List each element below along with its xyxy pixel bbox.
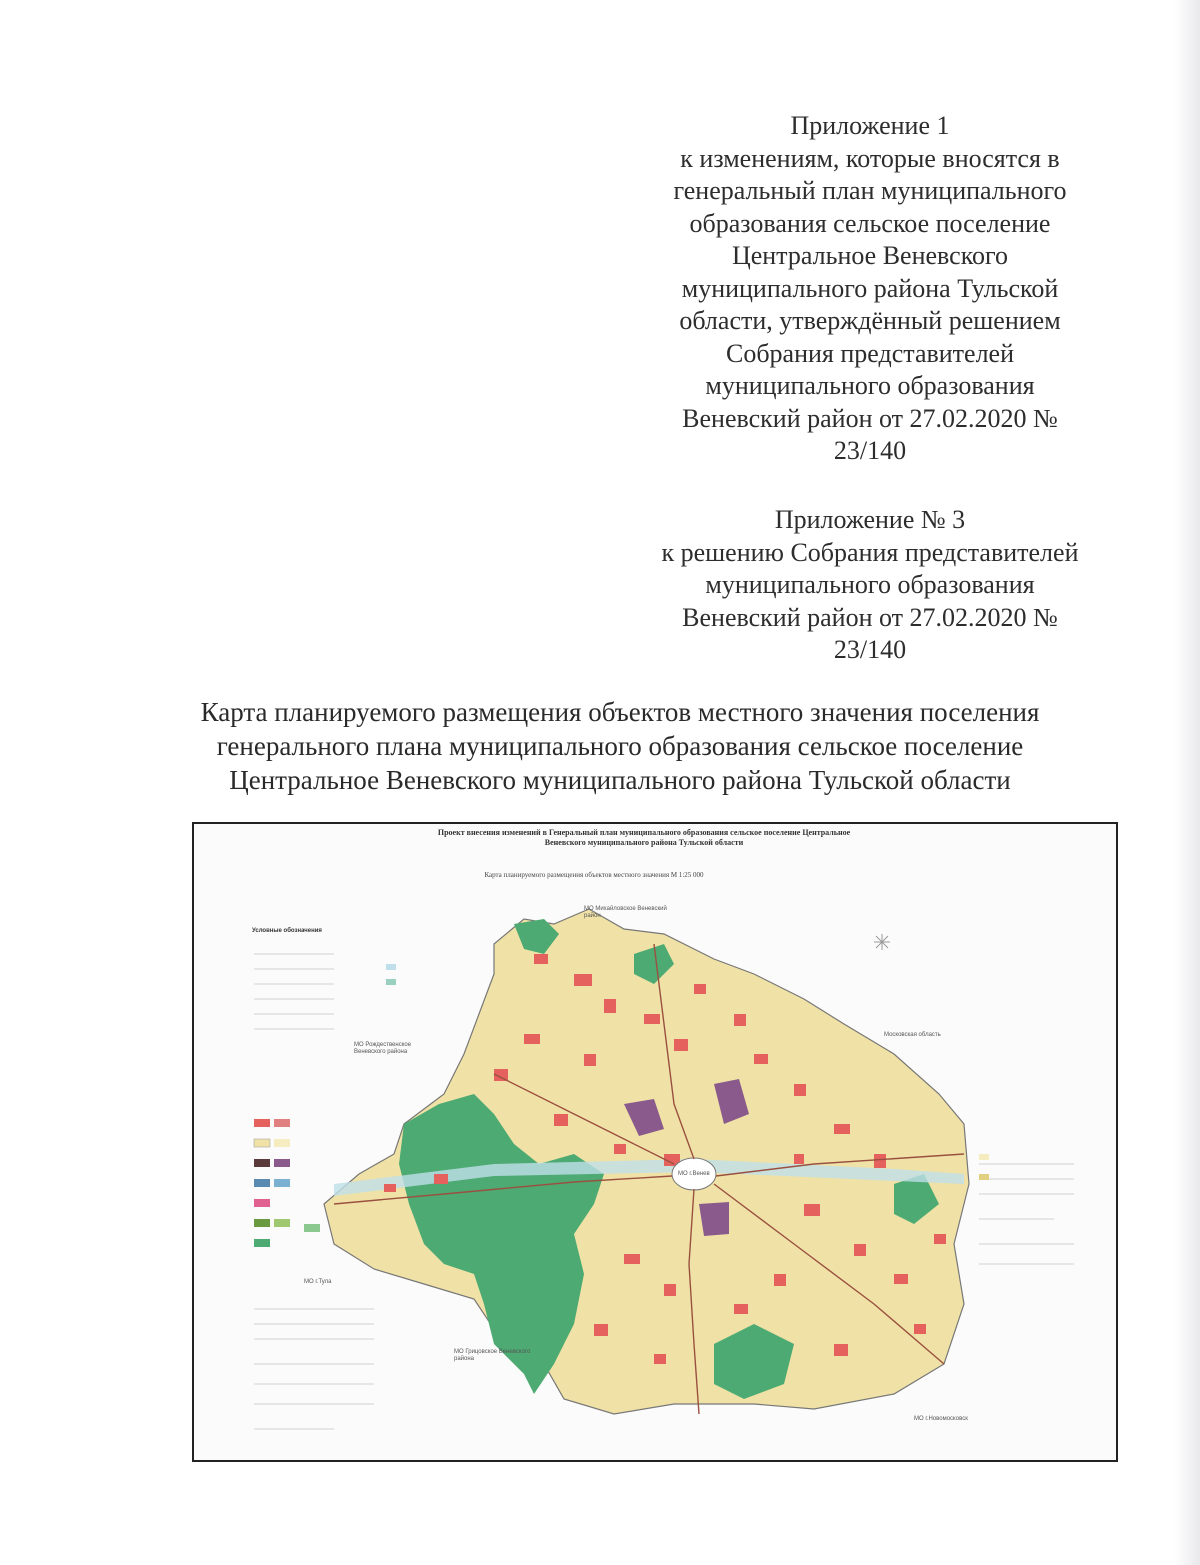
appendix-1-line: к изменениям, которые вносятся в [680, 143, 1060, 173]
appendix-3-line: 23/140 [833, 635, 907, 664]
compass-icon [874, 934, 890, 950]
appendix-1-line: муниципального района Тульской [681, 273, 1059, 303]
map-subheader: Карта планируемого размещения объектов местного значения М 1:25 000 [484, 871, 704, 879]
map-header-line-2: Веневского муниципального района Тульской области [544, 838, 744, 847]
map-label-south: МО Грицовское Веневского района [454, 1349, 531, 1362]
appendix-1-line: Собрания представителей [725, 338, 1015, 368]
appendix-1-line: генеральный план муниципального [673, 176, 1067, 205]
appendix-3-line: Приложение № 3 [774, 505, 966, 534]
map-title [130, 695, 1110, 797]
map-label-southeast: МО г.Новомосковск [914, 1416, 968, 1422]
appendix-1-line: муниципального образования [705, 371, 1035, 400]
appendix-3-line: к решению Собрания представителей [661, 537, 1079, 567]
map-label-west: МО Рождественское Веневского района [354, 1042, 412, 1055]
appendix-1-line: Веневский район от 27.02.2020 № [682, 403, 1058, 433]
appendix-3-block [640, 504, 1100, 667]
map-title-line: Карта планируемого размещения объектов местного значения поселения [200, 697, 1040, 727]
map-title-line: генерального плана муниципального образования сельское поселение [216, 731, 1024, 761]
appendix-3-line: Веневский район от 27.02.2020 № [682, 602, 1058, 632]
map-image [192, 822, 1118, 1462]
appendix-3-line: муниципального образования [705, 570, 1035, 599]
appendix-1-block [640, 110, 1100, 468]
appendix-1-line: 23/140 [833, 436, 907, 465]
map-label-center: МО г.Венев [678, 1171, 710, 1177]
appendix-1-line: Центральное Веневского [731, 241, 1009, 270]
map-legend-title: Условные обозначения [252, 928, 322, 934]
legend-swatches-left [254, 1119, 320, 1247]
map-label-southwest: МО г.Тула [304, 1279, 332, 1285]
map-header-line-1: Проект внесения изменений в Генеральный план муниципального образования сельское поселение Центральное [437, 828, 851, 837]
industrial-zone-3 [699, 1202, 729, 1236]
map-label-east: Московская область [884, 1032, 941, 1038]
appendix-1-line: Приложение 1 [790, 111, 950, 140]
map-header [194, 828, 1094, 848]
map-title-line: Центральное Веневского муниципального района Тульской области [229, 765, 1011, 795]
page-edge-shadow [1174, 0, 1200, 1565]
appendix-1-line: области, утверждённый решением [679, 306, 1061, 335]
appendix-1-line: образования сельское поселение [689, 208, 1051, 238]
map-label-north: МО Михайловское Веневский район [584, 906, 667, 919]
